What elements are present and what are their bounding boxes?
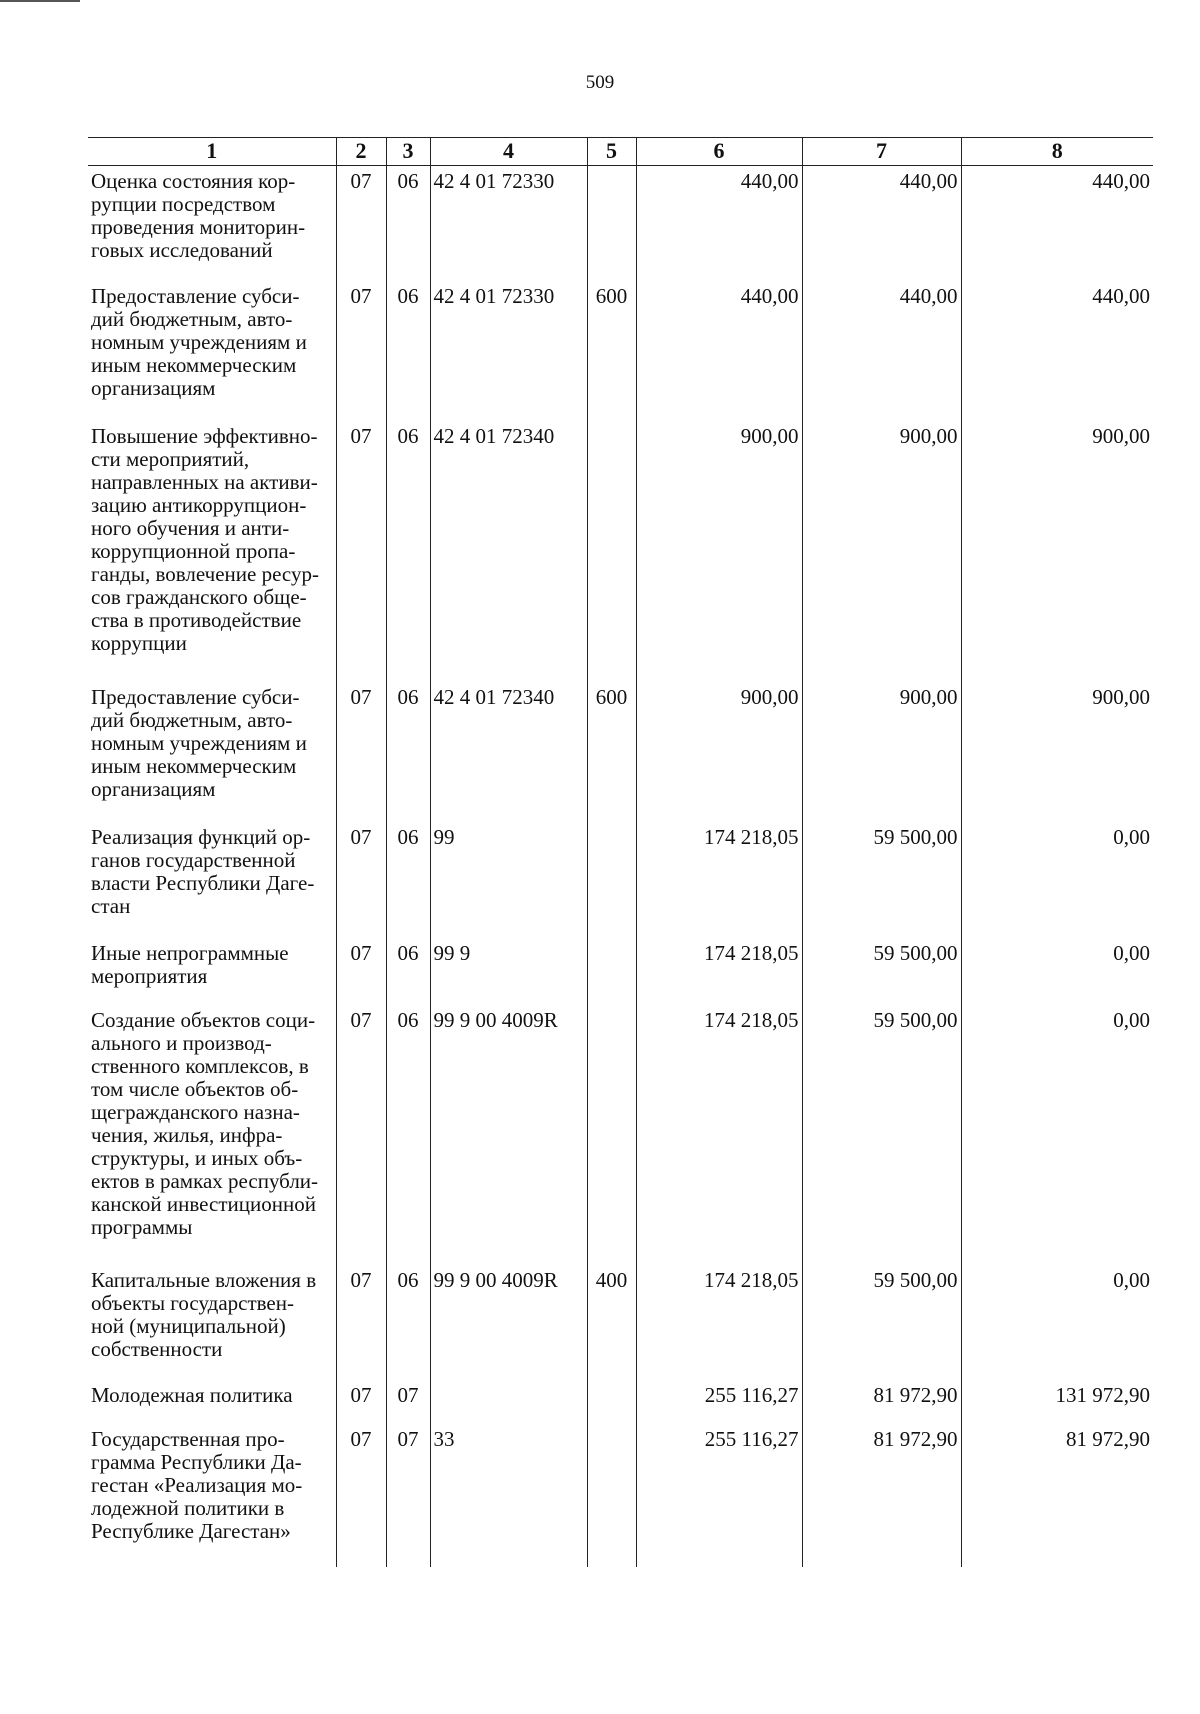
table-row [88, 682, 1153, 822]
amount-col-6: 440,00 [636, 281, 802, 421]
section-code: 07 [336, 1380, 386, 1424]
row-name: Повышение эффективно- сти мероприятий, направленных на активи- зацию антикоррупцион- ного обучения и анти- коррупционной пропа- ганды, вовлечение ресур- сов гражданского обще- ства в противодействие коррупции [91, 424, 319, 655]
amount-col-7: 900,00 [802, 421, 961, 682]
col-header-4: 4 [430, 138, 587, 166]
section-code: 07 [336, 166, 386, 282]
subsection-code: 06 [386, 1265, 430, 1380]
expense-type-code [587, 1380, 636, 1424]
amount-col-7: 59 500,00 [802, 938, 961, 1005]
target-article-code: 42 4 01 72330 [430, 166, 587, 282]
subsection-code: 07 [386, 1380, 430, 1424]
target-article-code [430, 1380, 587, 1424]
amount-col-8: 440,00 [961, 166, 1153, 282]
section-code: 07 [336, 281, 386, 421]
row-name: Предоставление субси- дий бюджетным, авто- номным учреждениям и иным некоммерческим организациям [91, 284, 307, 400]
amount-col-7: 59 500,00 [802, 1005, 961, 1265]
expense-type-code: 600 [587, 682, 636, 822]
expense-type-code [587, 421, 636, 682]
col-header-7: 7 [802, 138, 961, 166]
table-row [88, 281, 1153, 421]
amount-col-8: 440,00 [961, 281, 1153, 421]
expense-type-code [587, 938, 636, 1005]
amount-col-6: 440,00 [636, 166, 802, 282]
subsection-code: 06 [386, 166, 430, 282]
col-header-3: 3 [386, 138, 430, 166]
target-article-code: 42 4 01 72340 [430, 421, 587, 682]
page-number: 509 [585, 72, 615, 93]
row-name: Молодежная политика [91, 1383, 293, 1407]
table-row [88, 1380, 1153, 1424]
amount-col-6: 255 116,27 [636, 1380, 802, 1424]
subsection-code: 06 [386, 421, 430, 682]
table-row [88, 1005, 1153, 1265]
amount-col-7: 900,00 [802, 682, 961, 822]
amount-col-7: 440,00 [802, 166, 961, 282]
row-name: Государственная про- грамма Республики Да- гестан «Реализация мо- лодежной политики в Республике Дагестан» [91, 1427, 303, 1543]
table-row [88, 166, 1153, 282]
amount-col-7: 81 972,90 [802, 1424, 961, 1567]
subsection-code: 06 [386, 281, 430, 421]
amount-col-6: 174 218,05 [636, 822, 802, 938]
amount-col-8: 0,00 [961, 822, 1153, 938]
amount-col-8: 81 972,90 [961, 1424, 1153, 1567]
col-header-8: 8 [961, 138, 1153, 166]
target-article-code: 99 9 00 4009R [430, 1265, 587, 1380]
expense-type-code [587, 166, 636, 282]
amount-col-6: 900,00 [636, 682, 802, 822]
expense-type-code [587, 1005, 636, 1265]
target-article-code: 42 4 01 72340 [430, 682, 587, 822]
row-name: Капитальные вложения в объекты государствен- ной (муниципальной) собственности [91, 1268, 317, 1361]
subsection-code: 06 [386, 682, 430, 822]
amount-col-6: 255 116,27 [636, 1424, 802, 1567]
expense-type-code [587, 1424, 636, 1567]
section-code: 07 [336, 822, 386, 938]
amount-col-7: 59 500,00 [802, 1265, 961, 1380]
section-code: 07 [336, 421, 386, 682]
subsection-code: 06 [386, 938, 430, 1005]
amount-col-7: 59 500,00 [802, 822, 961, 938]
row-name: Иные непрограммные мероприятия [91, 941, 289, 988]
col-header-2: 2 [336, 138, 386, 166]
amount-col-7: 81 972,90 [802, 1380, 961, 1424]
amount-col-7: 440,00 [802, 281, 961, 421]
amount-col-6: 174 218,05 [636, 938, 802, 1005]
section-code: 07 [336, 1005, 386, 1265]
section-code: 07 [336, 682, 386, 822]
target-article-code: 99 9 [430, 938, 587, 1005]
table-row [88, 822, 1153, 938]
budget-table [88, 137, 1153, 1567]
amount-col-8: 900,00 [961, 682, 1153, 822]
target-article-code: 42 4 01 72330 [430, 281, 587, 421]
col-header-1: 1 [88, 138, 336, 166]
amount-col-8: 0,00 [961, 1265, 1153, 1380]
amount-col-8: 0,00 [961, 938, 1153, 1005]
table-row [88, 1265, 1153, 1380]
row-name: Реализация функций ор- ганов государственной власти Республики Даге- стан [91, 825, 315, 918]
target-article-code: 99 [430, 822, 587, 938]
amount-col-8: 0,00 [961, 1005, 1153, 1265]
target-article-code: 99 9 00 4009R [430, 1005, 587, 1265]
row-name: Создание объектов соци- ального и производ- ственного комплексов, в том числе объектов об- щегражданского назна- чения, жилья, инфра- структуры, и иных объ- ектов в рамках республи- канской инвестиционной программы [91, 1008, 319, 1239]
amount-col-6: 174 218,05 [636, 1265, 802, 1380]
subsection-code: 07 [386, 1424, 430, 1567]
row-name: Предоставление субси- дий бюджетным, авто- номным учреждениям и иным некоммерческим организациям [91, 685, 307, 801]
header-row [88, 138, 1153, 166]
table-row [88, 938, 1153, 1005]
expense-type-code: 600 [587, 281, 636, 421]
top-edge-rule [0, 0, 80, 2]
amount-col-8: 900,00 [961, 421, 1153, 682]
expense-type-code [587, 822, 636, 938]
section-code: 07 [336, 1424, 386, 1567]
table-row [88, 421, 1153, 682]
subsection-code: 06 [386, 1005, 430, 1265]
row-name: Оценка состояния кор- рупции посредством проведения мониторин- говых исследований [91, 169, 306, 262]
section-code: 07 [336, 1265, 386, 1380]
amount-col-6: 900,00 [636, 421, 802, 682]
table-row [88, 1424, 1153, 1567]
section-code: 07 [336, 938, 386, 1005]
amount-col-6: 174 218,05 [636, 1005, 802, 1265]
col-header-5: 5 [587, 138, 636, 166]
target-article-code: 33 [430, 1424, 587, 1567]
col-header-6: 6 [636, 138, 802, 166]
subsection-code: 06 [386, 822, 430, 938]
amount-col-8: 131 972,90 [961, 1380, 1153, 1424]
expense-type-code: 400 [587, 1265, 636, 1380]
